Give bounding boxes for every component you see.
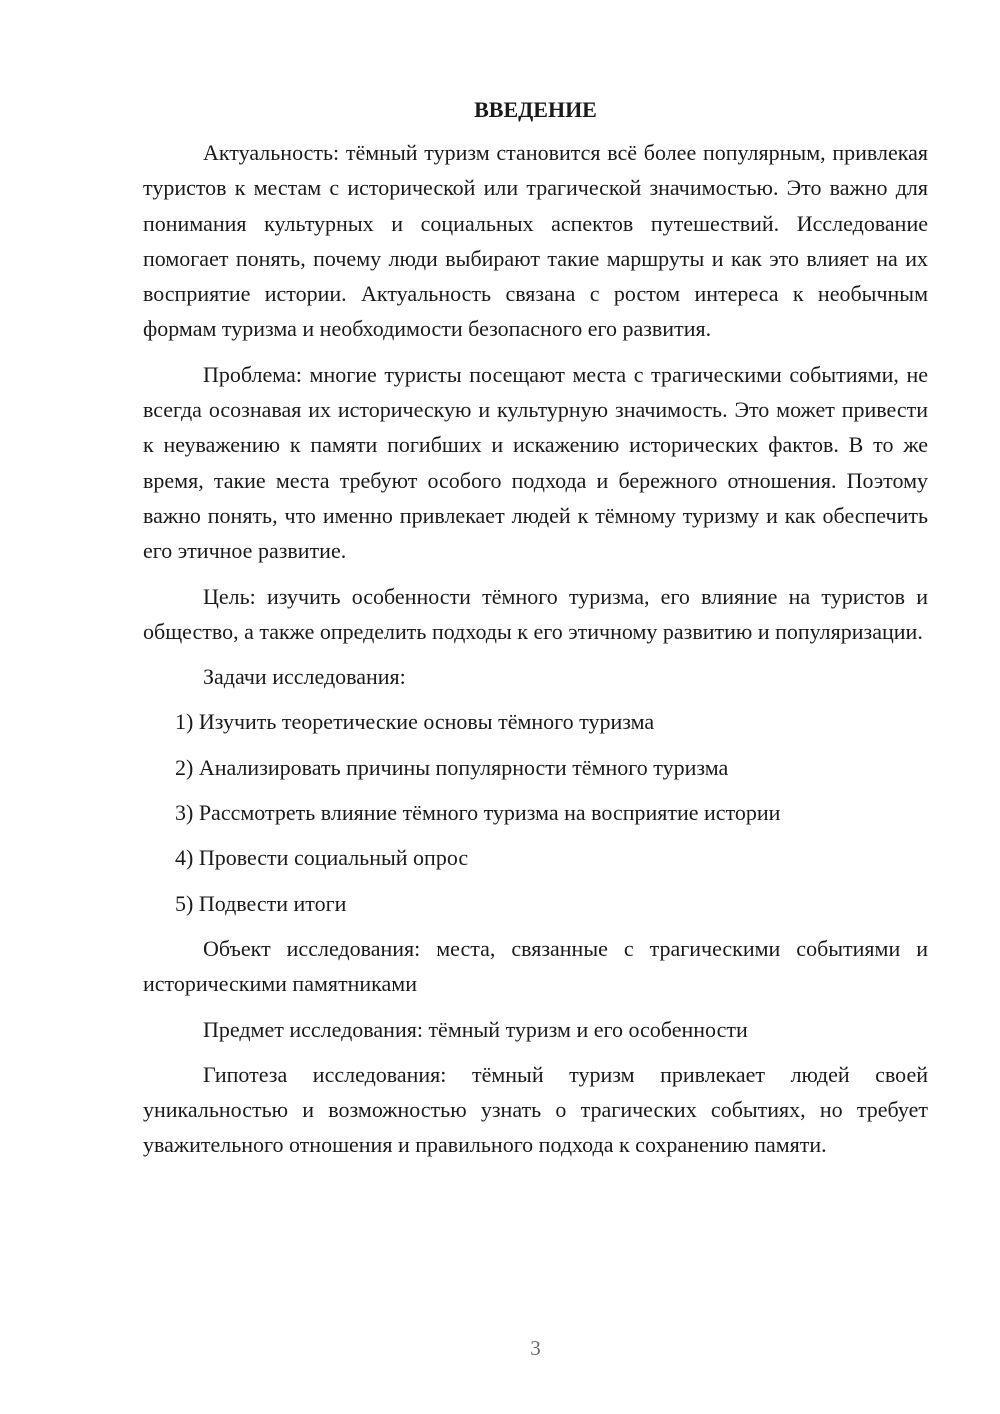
section-heading: ВВЕДЕНИЕ [474, 97, 597, 122]
problem-paragraph: Проблема: многие туристы посещают места с трагическими событиями, не всегда осознавая их историческую и культурную значимость. Это может привести к неуважению к памяти погибших и искажению исторических фактов. В то же время, такие места требуют особого подхода и бережного отношения. Поэтому важно понять, что именно привлекает людей к тёмному туризму и как обеспечить его этичное развитие. [143, 361, 928, 564]
relevance-paragraph: Актуальность: тёмный туризм становится всё более популярным, привлекая туристов к местам с исторической или трагической значимостью. Это важно для понимания культурных и социальных аспектов путешествий. Исследование помогает понять, почему люди выбирают такие маршруты и как это влияет на их восприятие истории. Актуальность связана с ростом интереса к необычным формам туризма и необходимости безопасного его развития. [143, 140, 928, 342]
task-item: 5) Подвести итоги [175, 890, 347, 916]
hypothesis-paragraph: Гипотеза исследования: тёмный туризм привлекает людей своей уникальностью и возможностью узнать о трагических событиях, но требует уважительного отношения и правильного подхода к сохранению памяти. [143, 1061, 928, 1158]
tasks-title: Задачи исследования: [203, 664, 406, 690]
task-item: 2) Анализировать причины популярности тёмного туризма [175, 754, 729, 780]
goal-paragraph: Цель: изучить особенности тёмного туризма, его влияние на туристов и общество, а также определить подходы к его этичному развитию и популяризации. [143, 583, 928, 644]
task-item: 4) Провести социальный опрос [175, 845, 469, 871]
tasks-list [143, 704, 928, 920]
document-page [143, 92, 928, 1173]
object-paragraph: Объект исследования: места, связанные с трагическими событиями и историческими памятниками [143, 935, 928, 997]
subject-paragraph: Предмет исследования: тёмный туризм и его особенности [203, 1016, 748, 1042]
task-item: 1) Изучить теоретические основы тёмного туризма [175, 709, 655, 735]
task-item: 3) Рассмотреть влияние тёмного туризма на восприятие истории [175, 800, 781, 826]
page-number: 3 [530, 1336, 541, 1360]
